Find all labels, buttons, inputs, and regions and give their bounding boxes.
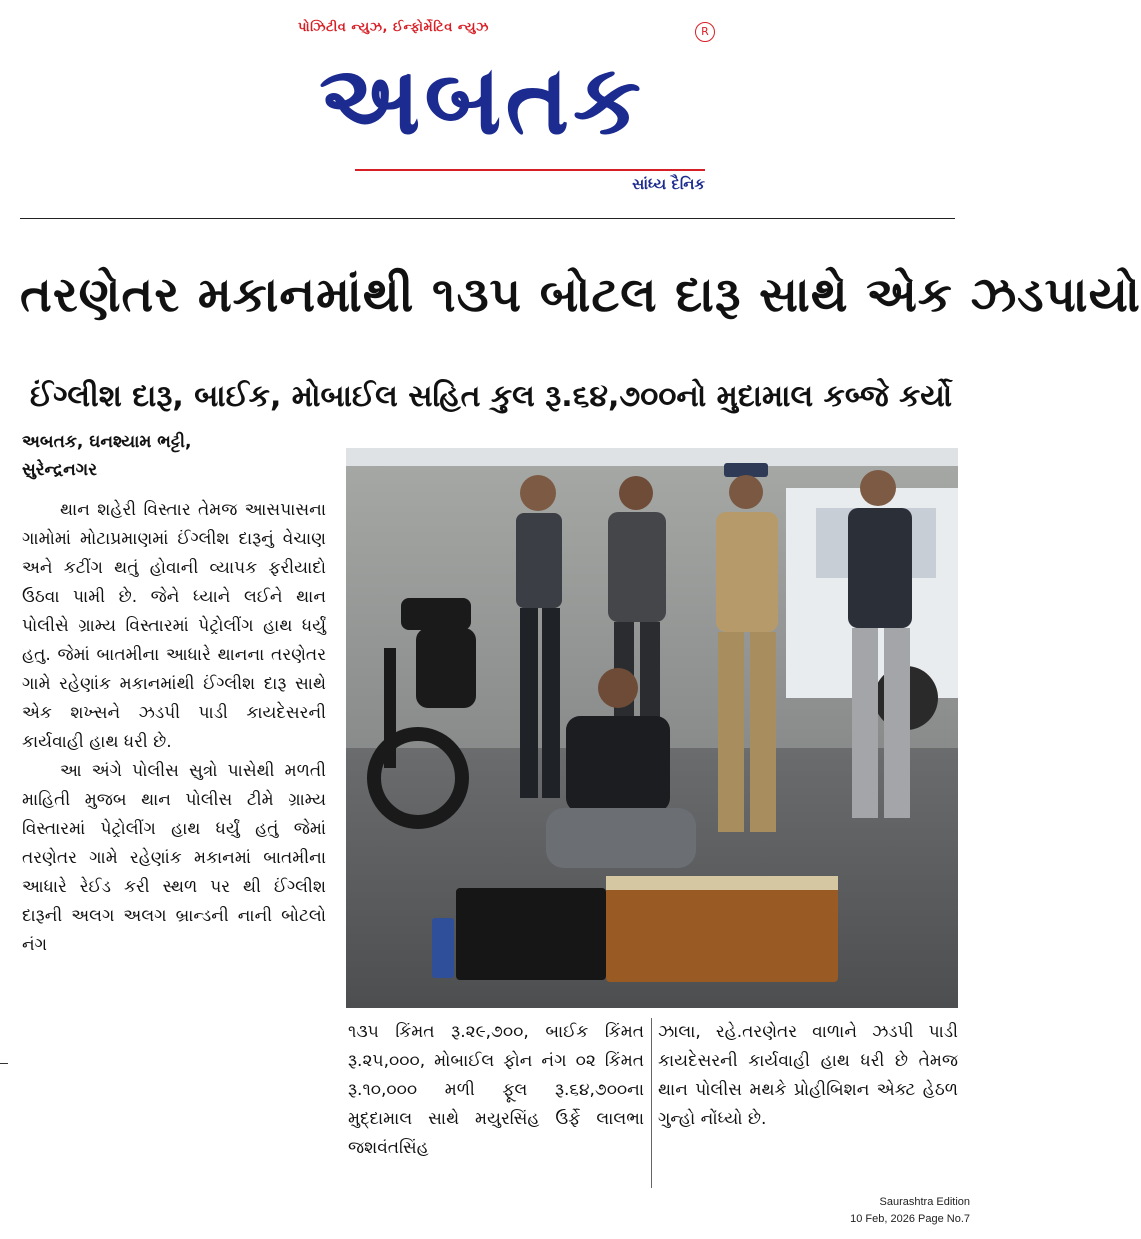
logo-underline — [355, 169, 705, 171]
column-divider — [651, 1018, 652, 1188]
newspaper-logo: અબતક — [319, 44, 645, 156]
margin-mark — [0, 1063, 8, 1064]
edition-name: Saurashtra Edition — [879, 1196, 970, 1208]
article-subheadline: ઈંગ્લીશ દારૂ, બાઈક, મોબાઈલ સહિત કુલ રૂ.૬૪,૭૦૦નો મુદામાલ કબ્જે કર્યો — [29, 379, 953, 414]
masthead-tagline: પોઝિટીવ ન્યુઝ, ઈન્ફોર્મેટિવ ન્યુઝ — [298, 20, 489, 35]
masthead-subtitle: સાંધ્ય દૈનિક — [632, 175, 705, 193]
masthead-divider — [20, 218, 955, 219]
article-column-2: ૧૩૫ કિંમત રૂ.૨૯,૭૦૦, બાઈક કિંમત રૂ.૨૫,૦૦૦, મોબાઈલ ફોન નંગ ૦૨ કિંમત રૂ.૧૦,૦૦૦ મળી ફૂલ રૂ.૬૪,૭૦૦ના મુદ્દામાલ સાથે મયુરસિંહ ઉર્ફે લાલભા જશવંતસિંહ — [348, 1022, 644, 1158]
edition-info — [790, 1194, 970, 1228]
article-paragraph-2: આ અંગે પોલીસ સુત્રો પાસેથી મળતી માહિતી મુજબ થાન પોલીસ ટીમે ગ્રામ્ય વિસ્તારમાં પેટ્રોલીંગ હાથ ધર્યું હતું જેમાં તરણેતર ગામે રહેણાંક મકાનમાં બાતમીના આધારે રેઈડ કરી સ્થળ પર થી ઈંગ્લીશ દારૂની અલગ અલગ બ્રાન્ડની નાની બોટલો નંગ — [22, 761, 326, 955]
registered-trademark-icon: R — [695, 22, 715, 42]
edition-date-page: 10 Feb, 2026 Page No.7 — [850, 1213, 970, 1225]
news-photo — [346, 448, 958, 1008]
article-byline — [22, 428, 330, 484]
article-paragraph-1: થાન શહેરી વિસ્તાર તેમજ આસપાસના ગામોમાં મોટાપ્રમાણમાં ઈંગ્લીશ દારૂનું વેચાણ અને કટીંગ થતું હોવાની વ્યાપક ફરીયાદો ઉઠવા પામી છે. જેને ધ્યાને લઈને થાન પોલીસે ગ્રામ્ય વિસ્તારમાં પેટ્રોલીંગ હાથ ધર્યું હતુ. જેમાં બાતમીના આધારે થાનના તરણેતર ગામે રહેણાંક મકાનમાંથી ઈંગ્લીશ દારૂ સાથે એક શખ્સને ઝડપી પાડી કાયદેસરની કાર્યવાહી હાથ ધરી છે. — [22, 500, 326, 752]
article-headline: તરણેતર મકાનમાંથી ૧૩૫ બોટલ દારૂ સાથે એક ઝડપાયો — [20, 267, 1141, 323]
article-column-3: ઝાલા, રહે.તરણેતર વાળાને ઝડપી પાડી કાયદેસરની કાર્યવાહી હાથ ધરી છે તેમજ થાન પોલીસ મથકે પ્રોહીબિશન એક્ટ હેઠળ ગુન્હો નોંધ્યો છે. — [658, 1022, 958, 1129]
byline-location: સુરેન્દ્રનગર — [22, 460, 97, 480]
byline-reporter: અબતક, ઘનશ્યામ ભટ્ટી, — [22, 432, 192, 452]
article-column-1 — [22, 496, 326, 960]
